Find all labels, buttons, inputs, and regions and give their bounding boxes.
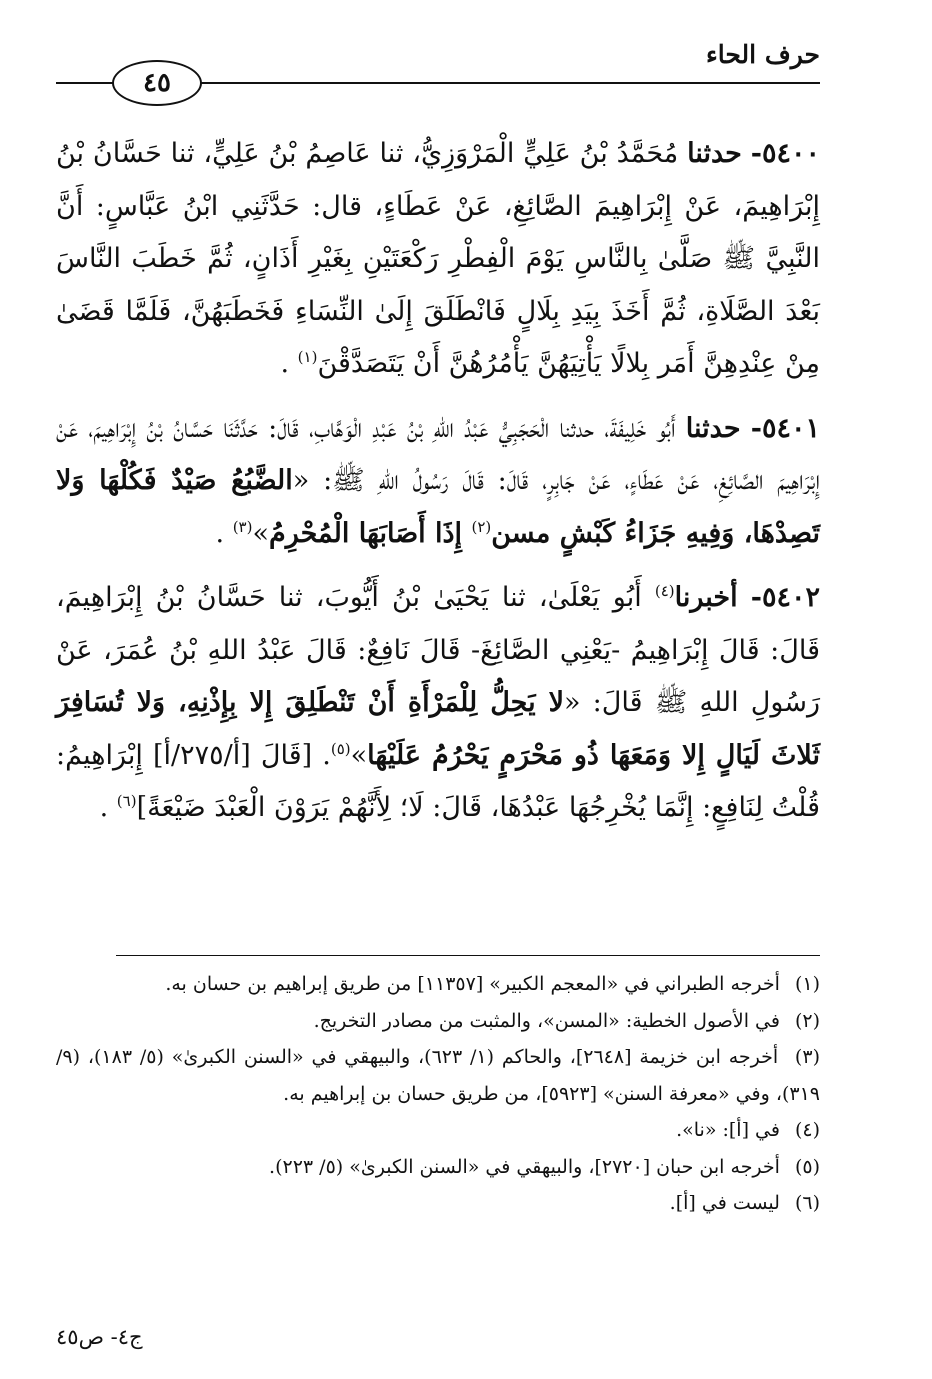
hadith-text: أَبُو خَلِيفَةَ، حدثنا الْحَجَبِيُّ عَبْدُ اللهِ بْنُ عَبْدِ الْوَهَّابِ، قَالَ: حَدَّثَنَا حَسَّانُ بْنُ إِبْرَاهِيمَ، عَنْ إِبْرَاهِيمَ الصَّائِغِ، عَنْ عَطَاءٍ، عَنْ جَابِرٍ، قَالَ: قَالَ رَسُولُ اللهِ ﷺ: « — [56, 412, 820, 496]
footnote-number: (٦) — [794, 1192, 820, 1214]
hadith-matn: إِذَا أَصَابَهَا الْمُحْرِمُ — [269, 517, 472, 549]
footnote-number: (٤) — [794, 1119, 820, 1141]
footnote-text: في الأصول الخطية: «المسن»، والمثبت من مصادر التخريج. — [313, 1009, 780, 1032]
footnote-item — [56, 1185, 820, 1222]
footnote-number: (١) — [794, 973, 820, 995]
footnote-text: أخرجه الطبراني في «المعجم الكبير» [١١٣٥٧] من طريق إبراهيم بن حسان به. — [165, 973, 780, 995]
footnote-number: (٥) — [794, 1155, 820, 1178]
footnote-marker: (٣) — [232, 517, 253, 536]
footnote-text: ليست في [أ]. — [669, 1192, 780, 1214]
hadith-end: . — [280, 348, 298, 379]
footnote-item — [56, 1039, 820, 1112]
footnote-marker: (١) — [297, 348, 318, 366]
footnote-item — [56, 1149, 820, 1186]
hadith-text: مُحَمَّدُ بْنُ عَلِيٍّ الْمَرْوَزِيُّ، ثنا عَاصِمُ بْنُ عَلِيٍّ، ثنا حَسَّانُ بْنُ إِبْرَاهِيمَ، عَنْ إِبْرَاهِيمَ الصَّائِغِ، عَنْ عَطَاءٍ، قال: حَدَّثَنِي ابْنُ عَبَّاسٍ: أَنَّ النَّبِيَّ ﷺ صَلَّىٰ بِالنَّاسِ يَوْمَ الْفِطْرِ رَكْعَتَيْنِ بِغَيْرِ أَذَانٍ، ثُمَّ خَطَبَ النَّاسَ بَعْدَ الصَّلَاةِ، ثُمَّ أَخَذَ بِيَدِ بِلَالٍ فَانْطَلَقَ إِلَىٰ النِّسَاءِ فَخَطَبَهُنَّ، فَلَمَّا قَضَىٰ مِنْ عِنْدِهِنَّ أَمَر بِلالًا يَأْتِيَهُنَّ يَأْمُرُهُنَّ أَنْ يَتَصَدَّقْنَ — [56, 138, 820, 379]
footnote-separator — [116, 955, 820, 956]
footnote-text: أخرجه ابن حبان [٢٧٢٠]، والبيهقي في «السنن الكبرىٰ» (٥/ ٢٢٣). — [269, 1155, 780, 1178]
hadith-text: أَبُو يَعْلَىٰ، ثنا يَحْيَىٰ بْنُ أَيُّوبَ، ثنا حَسَّانُ بْنُ إِبْرَاهِيمَ، قَالَ: قَالَ إِبْرَاهِيمُ -يَعْنِي الصَّائِغَ- قَالَ نَافِعٌ: قَالَ عَبْدُ اللهِ بْنُ عُمَرَ، عَنْ رَسُولِ اللهِ ﷺ قَالَ: « — [56, 582, 821, 718]
page-reference: ج٤- ص٤٥ — [56, 1325, 143, 1349]
footnote-item — [56, 966, 820, 1003]
footnote-marker: (٦) — [116, 792, 137, 810]
hadith-5400 — [56, 128, 820, 391]
hadith-matn: لا يَحِلُّ لِلْمَرْأَةِ أَنْ تَنْطَلِقَ إِلا بِإِذْنِهِ، وَلا تُسَافِرَ ثَلاثَ لَيَالٍ إِلا وَمَعَهَا ذُو مَحْرَمٍ يَحْرُمُ عَلَيْهَا — [56, 687, 820, 771]
hadith-number: ٥٤٠٢- — [750, 582, 820, 613]
hadith-lead: حدثنا — [685, 412, 741, 444]
hadith-5401 — [56, 403, 820, 561]
hadith-number: ٥٤٠٠- — [750, 138, 820, 169]
main-text — [56, 128, 820, 847]
hadith-5402 — [56, 572, 820, 835]
hadith-lead: حدثنا — [687, 138, 742, 169]
footnotes — [56, 966, 820, 1222]
hadith-text: » — [252, 517, 269, 549]
footnote-marker: (٥) — [330, 739, 351, 758]
hadith-end: . — [99, 792, 117, 823]
hadith-text: » — [350, 739, 368, 771]
page-number: ٤٥ — [143, 68, 171, 98]
chapter-title: حرف الحاء — [706, 40, 820, 69]
hadith-number: ٥٤٠١- — [750, 412, 820, 444]
footnote-number: (٢) — [794, 1009, 820, 1032]
footnote-item — [56, 1112, 820, 1149]
page-number-badge — [112, 60, 202, 106]
footnote-text: أخرجه ابن خزيمة [٢٦٤٨]، والحاكم (١/ ٦٢٣)، والبيهقي في «السنن الكبرىٰ» (٥/ ١٨٣)، (٩/ ٣١٩)، وفي «معرفة السنن» [٥٩٢٣]، من طريق حسان بن إبراهيم به. — [56, 1046, 820, 1105]
footnote-marker: (٢) — [471, 517, 492, 536]
hadith-text: . [قَالَ [أ/٢٧٥/أ] إِبْرَاهِيمُ: قُلْتُ لِنَافِعٍ: إِنَّمَا يُخْرِجُهَا عَبْدُهَا، قَالَ: لَا؛ لِأَنَّهُمْ يَرَوْنَ الْعَبْدَ ضَيْعَةً] — [56, 739, 820, 823]
footnote-item — [56, 1003, 820, 1040]
footnote-text: في [أ]: «نا». — [676, 1119, 780, 1141]
hadith-matn: الضَّبُعُ صَيْدٌ فَكُلْهَا وَلا تَصِدْهَا، وَفِيهِ جَزَاءُ كَبْشٍ مسن — [56, 465, 820, 549]
footnote-marker: (٤) — [654, 582, 675, 600]
hadith-end: . — [215, 517, 233, 549]
footnote-number: (٣) — [794, 1046, 820, 1068]
hadith-lead: أخبرنا — [674, 582, 738, 613]
